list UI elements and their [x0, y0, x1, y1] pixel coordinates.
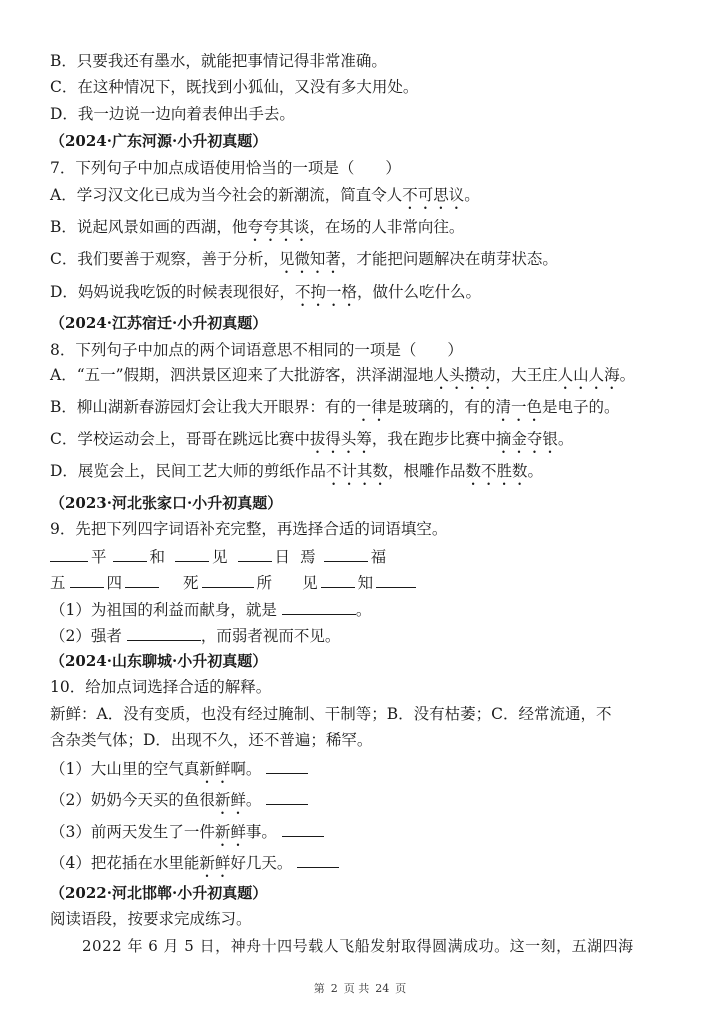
q10-sentence-1: （1）大山里的空气真新鲜啊。: [50, 757, 308, 787]
q9-stem: 9．先把下列四字词语补充完整，再选择合适的词语填空。: [50, 520, 448, 538]
q11-source: （2022·河北邯郸·小升初真题）: [50, 884, 268, 902]
q10-definition-line-1: 新鲜：A．没有变质，也没有经过腌制、干制等；B．没有枯萎；C．经常流通，不: [50, 705, 612, 723]
page-total: 24: [375, 982, 390, 995]
q11-intro: 阅读语段，按要求完成练习。: [50, 910, 252, 928]
q10-definition-line-2: 含杂类气体；D．出现不久，还不普遍；稀罕。: [50, 731, 373, 749]
q8-option-b: B．柳山湖新春游园灯会让我大开眼界：有的一律是玻璃的，有的清一色是电子的。: [50, 398, 620, 416]
q8-source: （2024·江苏宿迁·小升初真题）: [50, 314, 268, 332]
q9-source: （2023·河北张家口·小升初真题）: [50, 494, 283, 512]
q8-option-a: A．“五一”假期，泗洪景区迎来了大批游客，洪泽湖湿地人头攒动，大王庄人山人海。: [50, 366, 636, 384]
q7-option-a: A．学习汉文化已成为当今社会的新潮流，简直令人不可思议。: [50, 186, 480, 204]
q7-option-d: D．妈妈说我吃饭的时候表现很好，不拘一格，做什么吃什么。: [50, 283, 481, 301]
q10-sentence-2: （2）奶奶今天买的鱼很新鲜。: [50, 788, 308, 818]
q7-option-b: B．说起风景如画的西湖，他夸夸其谈，在场的人非常向往。: [50, 218, 465, 236]
q9-sentence-1: （1）为祖国的利益而献身，就是 。: [50, 598, 371, 621]
q9-word-row-2: 五 四 死 所 见 知: [50, 571, 416, 594]
page-number: 2: [330, 982, 338, 995]
q8-option-c: C．学校运动会上，哥哥在跳远比赛中拔得头筹，我在跑步比赛中摘金夺银。: [50, 430, 574, 448]
q8-option-d: D．展览会上，民间工艺大师的剪纸作品不计其数，根雕作品数不胜数。: [50, 462, 543, 480]
q10-source: （2024·山东聊城·小升初真题）: [50, 652, 268, 670]
q8-stem: 8．下列句子中加点的两个词语意思不相同的一项是（ ）: [50, 341, 463, 359]
q6-option-d: D．我一边说一边向着表伸出手去。: [50, 105, 295, 123]
q7-stem: 7．下列句子中加点成语使用恰当的一项是（ ）: [50, 159, 401, 177]
q10-sentence-4: （4）把花插在水里能新鲜好几天。: [50, 851, 339, 881]
q9-sentence-2: （2）强者 ，而弱者视而不见。: [50, 624, 340, 647]
q7-option-c: C．我们要善于观察，善于分析，见微知著，才能把问题解决在萌芽状态。: [50, 250, 558, 268]
q10-sentence-3: （3）前两天发生了一件新鲜事。: [50, 820, 324, 850]
q7-source: （2024·广东河源·小升初真题）: [50, 132, 268, 150]
q6-option-c: C．在这种情况下，既找到小狐仙，又没有多大用处。: [50, 78, 419, 96]
q11-passage: 2022 年 6 月 5 日，神舟十四号载人飞船发射取得圆满成功。这一刻，五湖四海: [82, 937, 634, 955]
q9-word-row-1: 平 和 见 日 焉 福: [50, 545, 386, 568]
page-footer: 第 2 页 共 24 页: [313, 982, 407, 995]
q10-stem: 10．给加点词选择合适的解释。: [50, 678, 272, 696]
q6-option-b: B．只要我还有墨水，就能把事情记得非常准确。: [50, 52, 387, 70]
